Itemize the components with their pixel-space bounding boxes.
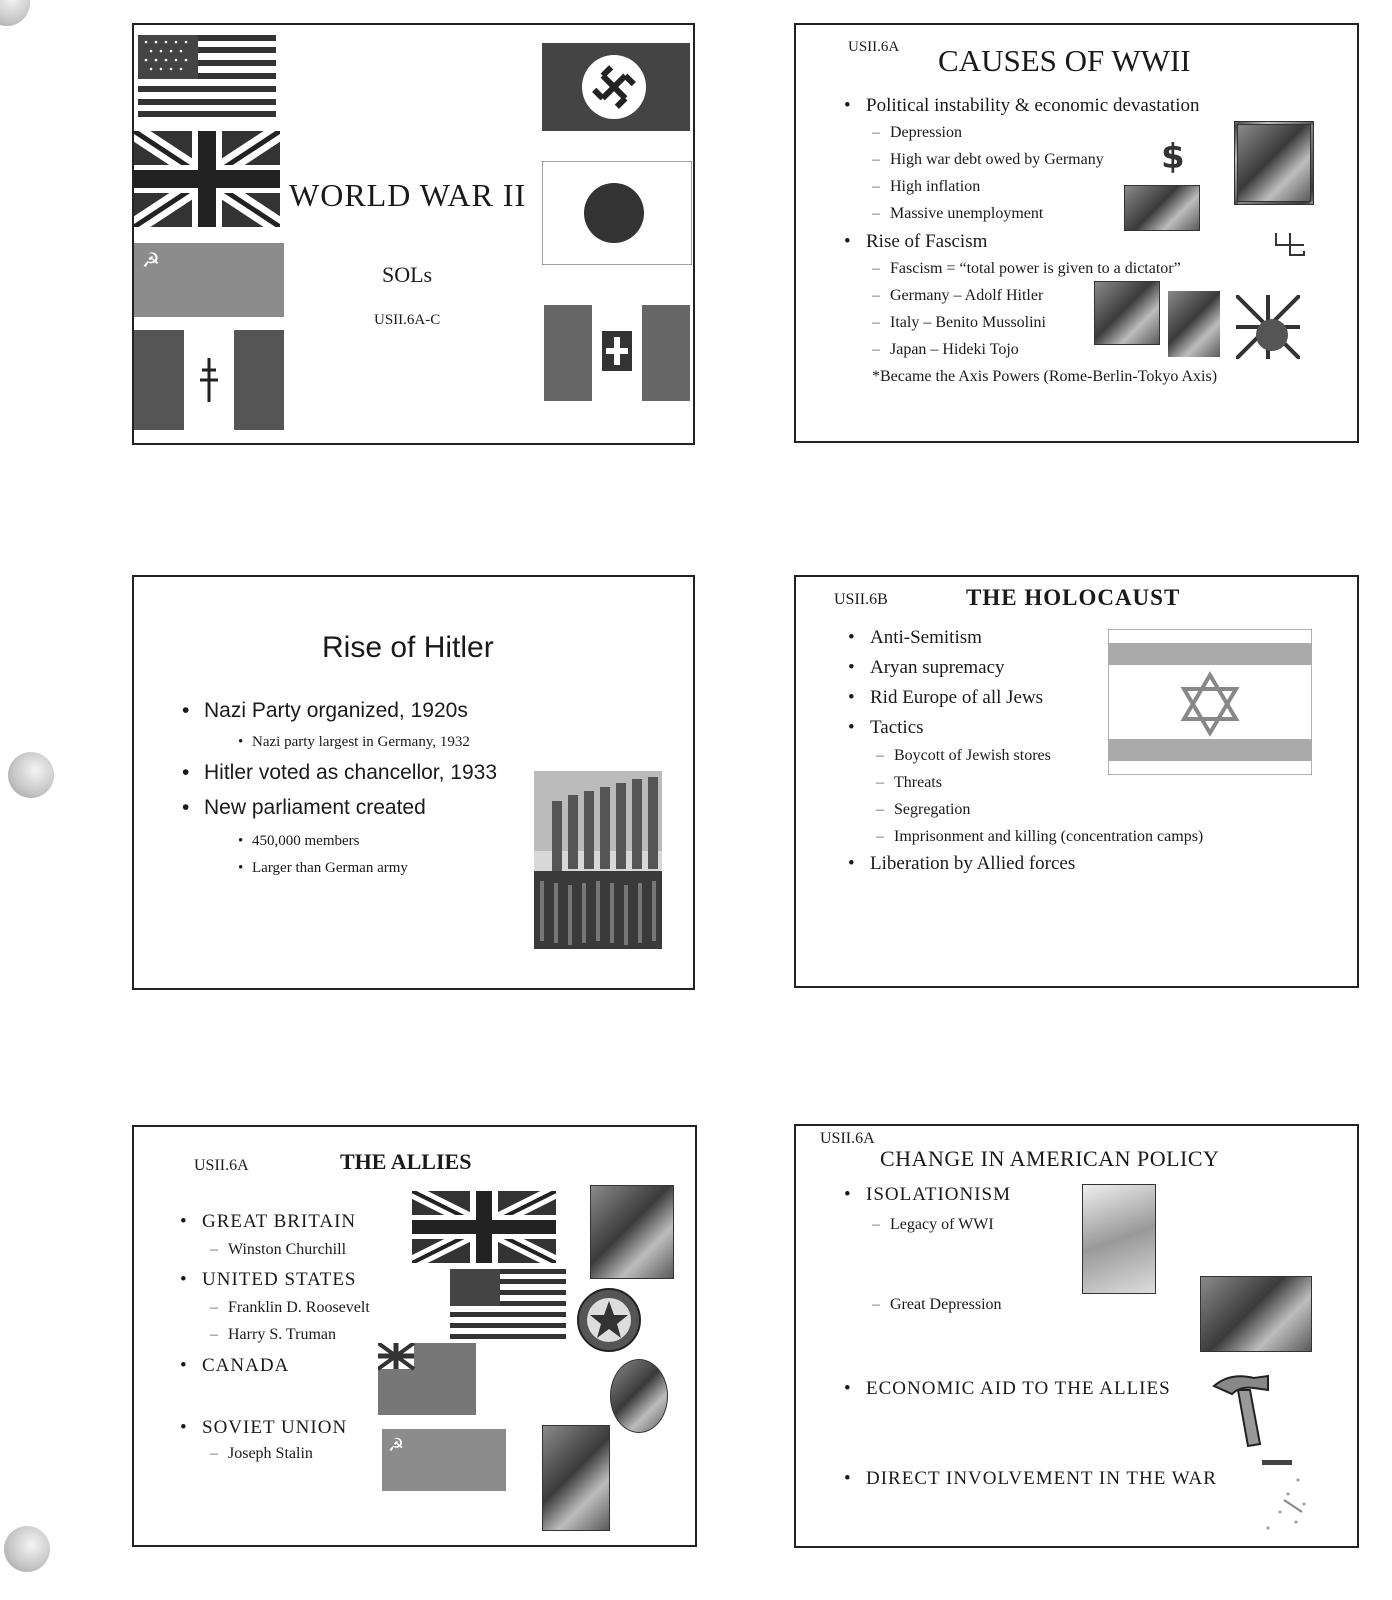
hammer-icon xyxy=(1210,1372,1272,1450)
slide5-leader: – Joseph Stalin xyxy=(228,1445,313,1463)
slide2-sub-item: – Depression xyxy=(890,124,962,142)
swastika-icon xyxy=(1274,231,1306,257)
us-flag-image xyxy=(138,35,276,117)
slide1-title: WORLD WAR II xyxy=(289,177,527,213)
slide5-bullet: • GREAT BRITAIN xyxy=(202,1211,356,1233)
slide3-sub-bullet: • Larger than German army xyxy=(252,860,408,877)
slide3-bullet: • New parliament created xyxy=(204,796,426,820)
israel-flag-image xyxy=(1108,629,1312,775)
slide3-sub-bullet: • Nazi party largest in Germany, 1932 xyxy=(252,734,470,751)
binder-hole xyxy=(8,752,54,798)
slide2-sub-item: – High war debt owed by Germany xyxy=(890,151,1104,169)
slide2-axis-note: *Became the Axis Powers (Rome-Berlin-Tokyo Axis) xyxy=(872,368,1218,385)
uk-flag-image xyxy=(134,131,280,227)
slide-change-in-american-policy xyxy=(794,1124,1359,1548)
slide4-bullet-liberation: • Liberation by Allied forces xyxy=(870,853,1075,875)
japan-flag-image xyxy=(542,161,692,265)
slide1-subtitle: SOLs xyxy=(382,262,433,287)
slide4-tactic: – Imprisonment and killing (concentration camps) xyxy=(894,828,1203,846)
german-flag-image xyxy=(542,43,690,131)
nazi-rally-photo xyxy=(534,771,662,949)
slide5-leader: – Harry S. Truman xyxy=(228,1326,336,1344)
slide2-bullet-political: • Political instability & economic devastation xyxy=(866,95,1200,117)
tojo-rising-sun-image xyxy=(1236,295,1300,359)
slide4-tactic: – Threats xyxy=(894,774,942,792)
italy-flag-image xyxy=(544,305,690,401)
slide2-code: USII.6A xyxy=(848,39,900,55)
slide6-bullet: • DIRECT INVOLVEMENT IN THE WAR xyxy=(866,1468,1217,1490)
truman-photo xyxy=(610,1359,668,1433)
churchill-photo xyxy=(590,1185,674,1279)
slide2-bullet-fascism: • Rise of Fascism xyxy=(866,231,987,253)
stamp-image xyxy=(1234,121,1314,205)
slide4-tactic: – Segregation xyxy=(894,801,970,819)
slide2-title: CAUSES OF WWII xyxy=(938,43,1191,78)
slide5-title: THE ALLIES xyxy=(340,1149,472,1174)
svg-text:☭: ☭ xyxy=(142,248,160,272)
slide6-bullet: • ECONOMIC AID TO THE ALLIES xyxy=(866,1378,1171,1400)
slide3-sub-bullet: • 450,000 members xyxy=(252,833,359,850)
slide6-title: CHANGE IN AMERICAN POLICY xyxy=(880,1146,1220,1171)
slide2-sub-item: – Japan – Hideki Tojo xyxy=(890,341,1019,359)
slide-causes-of-wwii xyxy=(794,23,1359,443)
slide2-sub-item: – Germany – Adolf Hitler xyxy=(890,287,1043,305)
slide5-leader: – Franklin D. Roosevelt xyxy=(228,1299,370,1317)
slide6-bullet: • ISOLATIONISM xyxy=(866,1184,1011,1206)
slide2-sub-item: – Fascism = “total power is given to a dictator” xyxy=(890,260,1181,278)
stalin-poster-image xyxy=(542,1425,610,1531)
slide2-sub-item: – High inflation xyxy=(890,178,980,196)
slide5-bullet: • SOVIET UNION xyxy=(202,1417,347,1439)
svg-text:☭: ☭ xyxy=(388,1435,405,1456)
war-sketch-image xyxy=(1258,1460,1318,1534)
slide5-code: USII.6A xyxy=(194,1157,249,1174)
slide4-tactic: – Boycott of Jewish stores xyxy=(894,747,1051,765)
slide3-bullet: • Nazi Party organized, 1920s xyxy=(204,699,468,723)
slide4-bullet: • Aryan supremacy xyxy=(870,657,1005,679)
free-france-flag-image xyxy=(134,330,284,430)
isolationism-poster-image xyxy=(1082,1184,1156,1294)
mussolini-photo xyxy=(1168,291,1220,357)
slide6-sub: – Great Depression xyxy=(890,1296,1002,1314)
slide1-code: USII.6A-C xyxy=(374,312,441,328)
slide2-sub-item: – Massive unemployment xyxy=(890,205,1043,223)
hitler-photo xyxy=(1094,281,1160,345)
slide3-bullet: • Hitler voted as chancellor, 1933 xyxy=(204,761,497,785)
canada-flag-image xyxy=(378,1343,476,1415)
slide5-bullet: • CANADA xyxy=(202,1355,289,1377)
slide-the-holocaust xyxy=(794,575,1359,988)
slide4-code: USII.6B xyxy=(834,591,888,608)
uk-flag-image xyxy=(412,1191,556,1263)
slide4-bullet: • Tactics xyxy=(870,717,924,739)
dollar-sign-icon: $ xyxy=(1161,137,1185,177)
slide5-leader: – Winston Churchill xyxy=(228,1241,346,1259)
slide2-sub-item: – Italy – Benito Mussolini xyxy=(890,314,1046,332)
soviet-flag-image xyxy=(134,243,284,317)
slide6-sub: – Legacy of WWI xyxy=(890,1216,994,1234)
slide4-title: THE HOLOCAUST xyxy=(966,585,1181,610)
binder-hole xyxy=(4,1526,50,1572)
slide5-bullet: • UNITED STATES xyxy=(202,1269,357,1291)
us-flag-image xyxy=(450,1269,566,1339)
breadline-photo xyxy=(1200,1276,1312,1352)
slide-the-allies xyxy=(132,1125,697,1547)
soviet-flag-image xyxy=(382,1429,506,1491)
unemployment-line-image xyxy=(1124,185,1200,231)
slide6-code: USII.6A xyxy=(820,1130,875,1147)
slide-rise-of-hitler xyxy=(132,575,695,990)
slide4-bullet: • Rid Europe of all Jews xyxy=(870,687,1043,709)
roosevelt-emblem-image xyxy=(576,1287,642,1353)
slide4-bullet: • Anti-Semitism xyxy=(870,627,982,649)
binder-hole xyxy=(0,0,30,26)
slide-world-war-ii xyxy=(132,23,695,445)
slide3-title: Rise of Hitler xyxy=(322,631,494,664)
